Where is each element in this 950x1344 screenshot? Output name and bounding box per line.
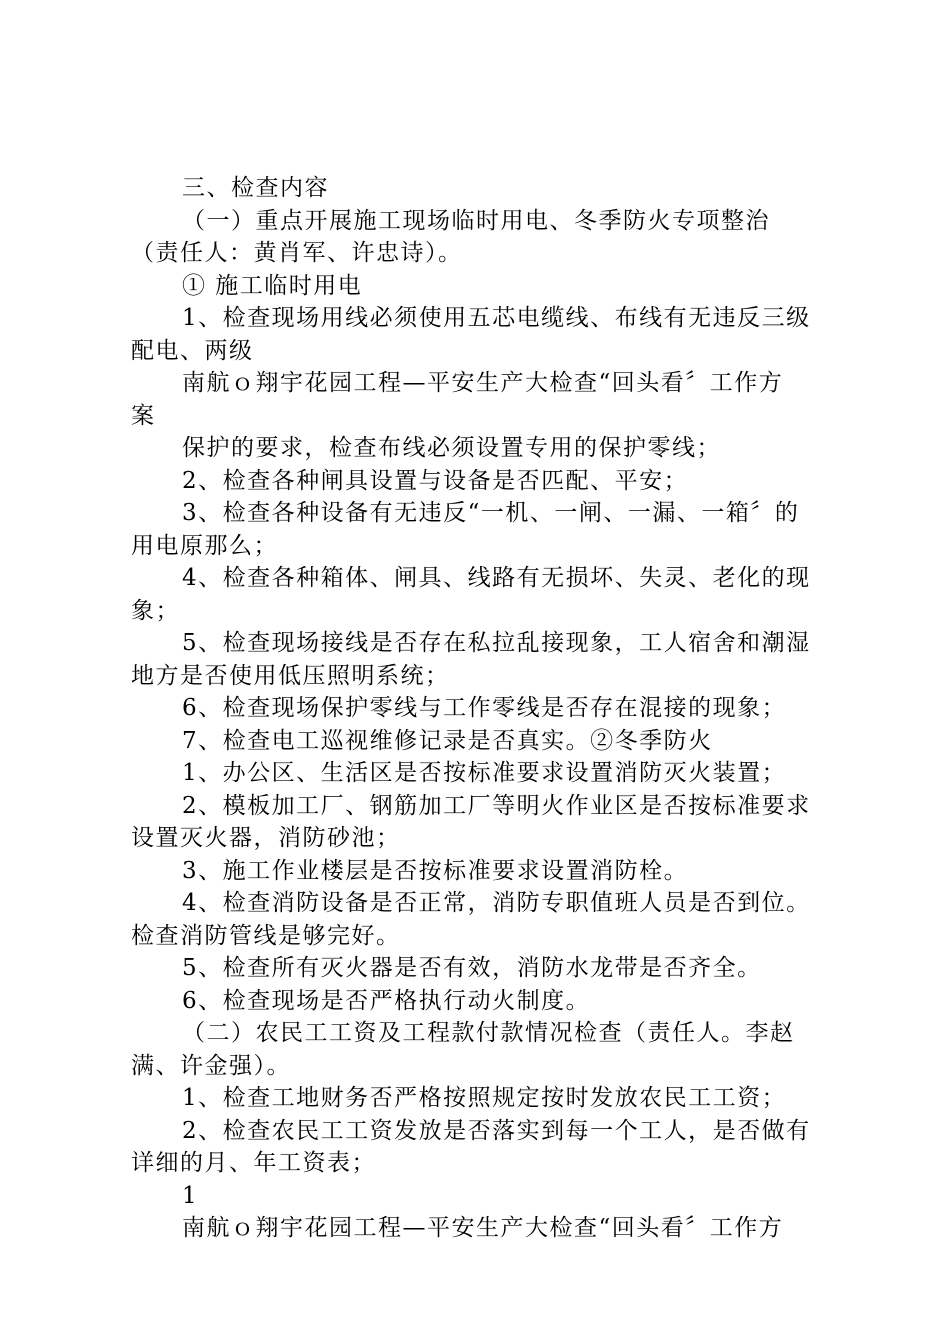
text-line: 案 (131, 402, 156, 429)
text-line: 地方是否使用低压照明系统； (131, 662, 450, 689)
text-line: （责任人：黄肖军、许忠诗）。 (131, 240, 463, 266)
text-line: 配电、两级 (131, 337, 254, 364)
text-line: 3、检查各种设备有无违反“一机、一闸、一漏、一箱〞的 (182, 500, 800, 526)
text-line: 1、检查现场用线必须使用五芯电缆线、布线有无违反三级 (182, 305, 811, 331)
text-line: 6、检查现场是否严格执行动火制度。 (182, 987, 591, 1014)
text-line: 满、许金强）。 (131, 1052, 291, 1079)
text-line: 2、检查各种闸具设置与设备是否匹配、平安； (182, 467, 689, 494)
text-line: 南航ｏ翔宇花园工程—平安生产大检查“回头看〞工作方 (182, 1215, 784, 1241)
text-line: 5、检查所有灭火器是否有效，消防水龙带是否齐全。 (182, 955, 762, 981)
text-line: 设置灭火器，消防砂池； (131, 825, 401, 851)
text-line: 5、检查现场接线是否存在私拉乱接现象，工人宿舍和潮湿 (182, 630, 811, 656)
text-line: ① 施工临时用电 (182, 272, 363, 299)
text-line: 2、模板加工厂、钢筋加工厂等明火作业区是否按标准要求 (182, 792, 811, 819)
text-line: 南航ｏ翔宇花园工程—平安生产大检查“回头看〞工作方 (182, 370, 784, 396)
text-line: 1、办公区、生活区是否按标准要求设置消防灭火装置； (182, 760, 787, 786)
text-line: 6、检查现场保护零线与工作零线是否存在混接的现象； (182, 695, 787, 721)
text-line: 检查消防管线是够完好。 (131, 922, 401, 949)
text-line: 4、检查消防设备是否正常，消防专职值班人员是否到位。 (182, 890, 811, 916)
text-line: 三、检查内容 (182, 175, 329, 201)
text-line: 用电原那么； (131, 532, 278, 559)
text-line: 详细的月、年工资表； (131, 1150, 376, 1176)
text-line: 象； (131, 597, 180, 624)
text-line: 2、检查农民工工资发放是否落实到每一个工人，是否做有 (182, 1117, 811, 1144)
text-line: 1、检查工地财务否严格按照规定按时发放农民工工资； (182, 1085, 787, 1111)
text-line: 1 (182, 1182, 199, 1209)
document-body (131, 172, 831, 1245)
text-line: 保护的要求，检查布线必须设置专用的保护零线； (182, 435, 721, 461)
text-line: 7、检查电工巡视维修记录是否真实。②冬季防火 (182, 727, 713, 754)
text-line: （一）重点开展施工现场临时用电、冬季防火专项整治 (182, 207, 770, 234)
text-line: 4、检查各种箱体、闸具、线路有无损坏、失灵、老化的现 (182, 565, 811, 591)
text-line: （二）农民工工资及工程款付款情况检查（责任人。李赵 (182, 1020, 795, 1046)
text-line: 3、施工作业楼层是否按标准要求设置消防栓。 (182, 857, 689, 884)
